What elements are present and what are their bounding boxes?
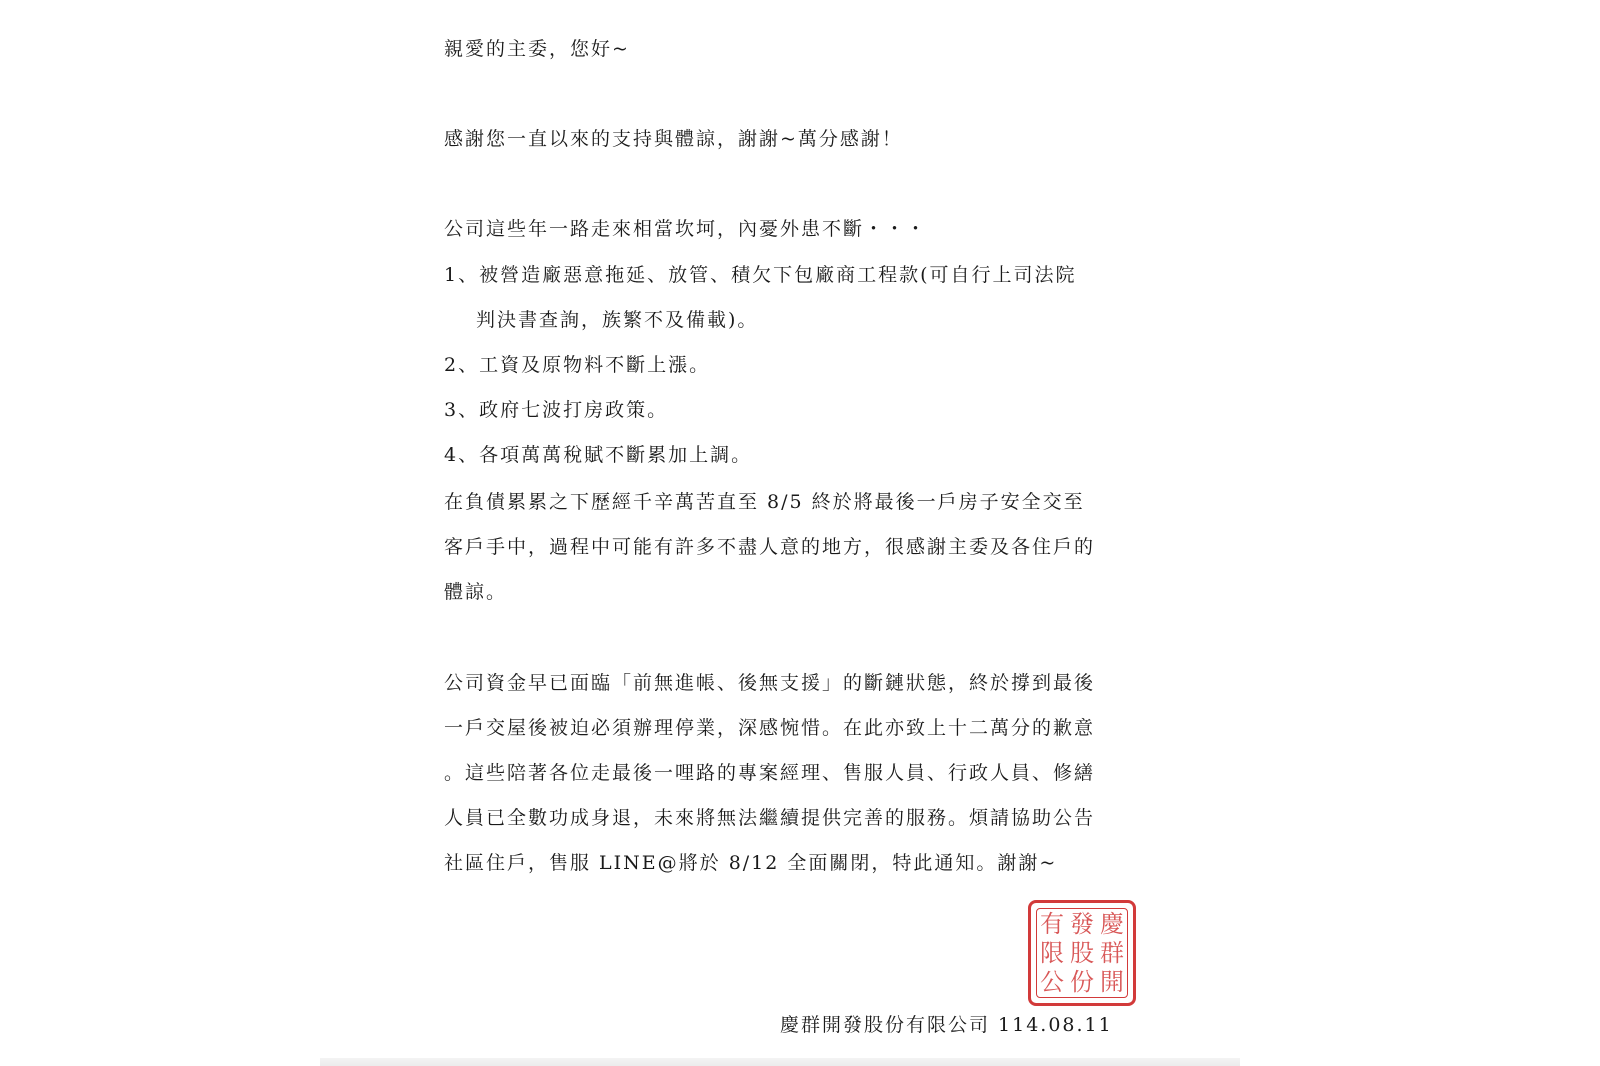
seal-character: 股: [1070, 938, 1094, 967]
seal-character: 份: [1070, 968, 1094, 997]
list-item: 4、各項萬萬稅賦不斷累加上調。: [444, 444, 753, 466]
paragraph-line: 一戶交屋後被迫必須辦理停業，深感惋惜。在此亦致上十二萬分的歉意: [444, 717, 1096, 739]
signature-line: 慶群開發股份有限公司 114.08.11: [780, 1014, 1113, 1036]
seal-character: 發: [1070, 909, 1094, 938]
seal-character: 公: [1040, 968, 1064, 997]
list-item: 2、工資及原物料不斷上漲。: [444, 354, 711, 376]
paragraph-line: 社區住戶，售服 LINE@將於 8/12 全面關閉，特此通知。謝謝~: [444, 852, 1058, 874]
seal-character: 慶: [1100, 909, 1124, 938]
paragraph-line: 體諒。: [444, 581, 508, 603]
paragraph-line: 人員已全數功成身退，未來將無法繼續提供完善的服務。煩請協助公告: [444, 807, 1096, 829]
list-item: 1、被營造廠惡意拖延、放管、積欠下包廠商工程款(可自行上司法院: [444, 264, 1077, 286]
seal-character: 有: [1040, 909, 1064, 938]
company-seal-stamp: [1028, 900, 1136, 1006]
thanks-line: 感謝您一直以來的支持與體諒，謝謝~萬分感謝！: [444, 128, 903, 150]
paragraph-line: 在負債累累之下歷經千辛萬苦直至 8/5 終於將最後一戶房子安全交至: [444, 491, 1085, 513]
page-edge-shadow: [320, 1058, 1240, 1066]
seal-character: 開: [1100, 968, 1124, 997]
list-item: 3、政府七波打房政策。: [444, 399, 669, 421]
seal-character: 限: [1040, 938, 1064, 967]
seal-character: 群: [1100, 938, 1124, 967]
intro-line: 公司這些年一路走來相當坎坷，內憂外患不斷・・・: [444, 218, 928, 240]
list-item-continuation: 判決書查詢，族繁不及備載)。: [476, 309, 759, 331]
greeting: 親愛的主委，您好~: [444, 38, 630, 60]
paragraph-line: 客戶手中，過程中可能有許多不盡人意的地方，很感謝主委及各住戶的: [444, 536, 1096, 558]
paragraph-line: 公司資金早已面臨「前無進帳、後無支援」的斷鏈狀態，終於撐到最後: [444, 672, 1096, 694]
paragraph-line: 。這些陪著各位走最後一哩路的專案經理、售服人員、行政人員、修繕: [444, 762, 1096, 784]
seal-grid: [1036, 908, 1128, 998]
